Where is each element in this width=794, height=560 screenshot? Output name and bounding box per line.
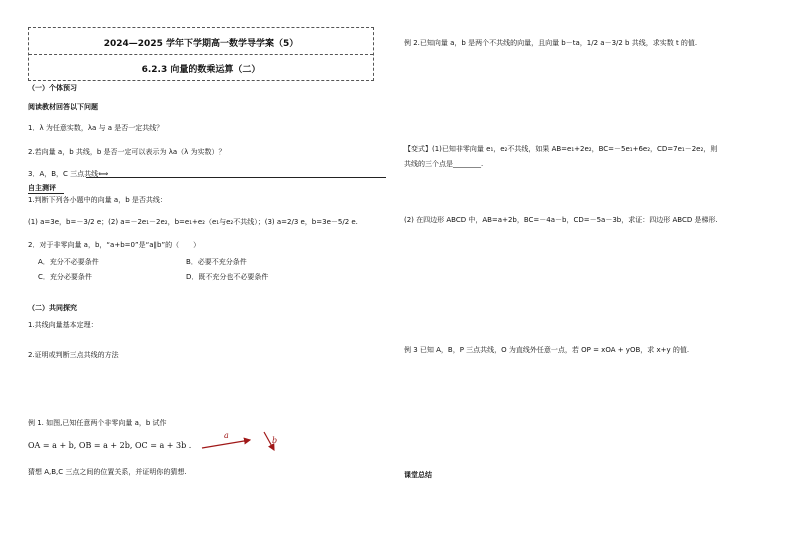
vector-a-label: a — [224, 431, 229, 440]
question-1: 1．λ 为任意实数，λa 与 a 是否一定共线？ — [28, 124, 164, 132]
example-1-formula: OA = a + b, OB = a + 2b, OC = a + 3b . — [28, 441, 192, 450]
option-c: C．充分必要条件 — [38, 273, 92, 281]
answer-line-q3 — [86, 177, 386, 178]
variant-1: 【变式】(1)已知非零向量 e₁，e₂不共线，如果 AB=e₁+2e₂，BC=－5e₁+6e₂，CD=7e₁－2e₂，则 — [404, 145, 718, 153]
collinear-theorem: 1.共线向量基本定理： — [28, 321, 98, 329]
example-1-conjecture: 猜想 A,B,C 三点之间的位置关系，并证明你的猜想. — [28, 468, 187, 476]
lesson-title: 6.2.3 向量的数乘运算（二） — [141, 65, 261, 75]
collinear-method: 2.证明或判断三点共线的方法 — [28, 351, 119, 359]
vector-a-arrow — [202, 440, 250, 448]
variant-2: (2) 在四边形 ABCD 中，AB=a+2b，BC=－4a－b，CD=－5a－3b，求证：四边形 ABCD 是梯形. — [404, 216, 718, 224]
self-evaluation-heading: 自主测评 — [28, 184, 56, 192]
option-a: A．充分不必要条件 — [38, 258, 99, 266]
vector-b-label: b — [272, 436, 278, 445]
example-2: 例 2.已知向量 a，b 是两个不共线的向量，且向量 b－ta，1/2 a－3/2 b 共线，求实数 t 的值. — [404, 39, 698, 47]
worksheet-title: 2024—2025 学年下学期高一数学导学案（5） — [103, 39, 299, 49]
option-d: D．既不充分也不必要条件 — [186, 273, 269, 281]
variant-1-blank: 共线的三个点是________. — [404, 160, 484, 168]
question-2: 2.若向量 a，b 共线，b 是否一定可以表示为 λa（λ 为实数）？ — [28, 148, 226, 156]
exercise-1-items: (1) a=3e，b=－3/2 e；(2) a=－2e₁－2e₂，b=e₁+e₂（e₁与e₂不共线）；(3) a=2/3 e，b=3e－5/2 e. — [28, 218, 358, 226]
self-eval-underline — [28, 193, 64, 194]
exercise-2: 2．对于非零向量 a，b，“a+b=0”是“a∥b”的（ ） — [28, 241, 201, 249]
option-b: B．必要不充分条件 — [186, 258, 247, 266]
example-1-intro: 例 1. 如图,已知任意两个非零向量 a，b 试作 — [28, 419, 167, 427]
exercise-1-intro: 1.判断下列各小题中的向量 a，b 是否共线： — [28, 196, 167, 204]
section-joint-exploration: （二）共同探究 — [28, 304, 77, 312]
question-3: 3．A，B，C 三点共线⟺ — [28, 170, 109, 178]
example-3: 例 3 已知 A，B，P 三点共线，O 为直线外任意一点，若 OP = xOA + yOB，求 x+y 的值. — [404, 346, 690, 354]
lesson-summary-heading: 课堂总结 — [404, 471, 432, 479]
title-divider — [29, 54, 373, 55]
reading-prompt: 阅读教材回答以下问题 — [28, 103, 98, 111]
title-box — [28, 27, 374, 81]
section-individual-preview: （一）个体预习 — [28, 84, 77, 92]
